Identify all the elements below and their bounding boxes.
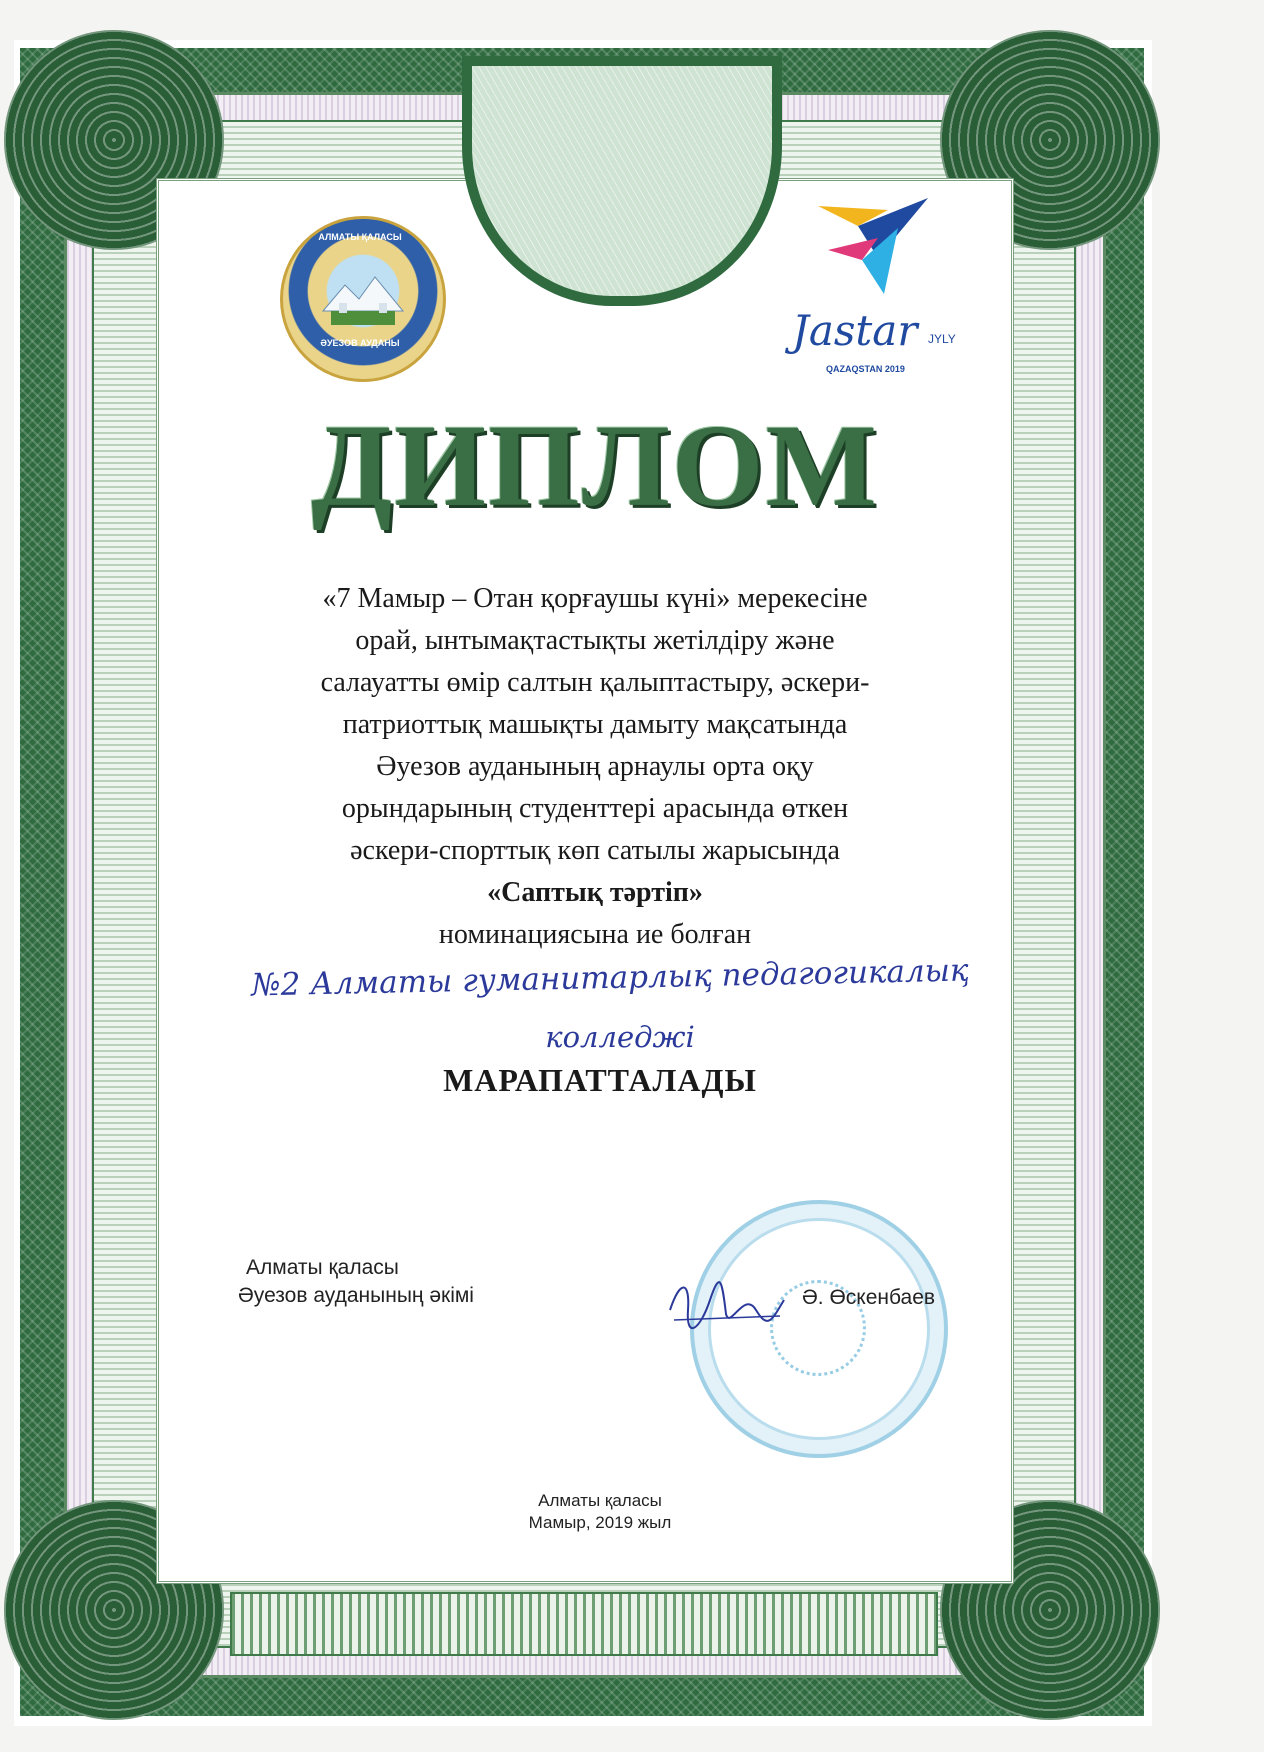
- footer-city: Алматы қаласы: [538, 1491, 662, 1510]
- signatory-line1: Алматы қаласы: [246, 1256, 399, 1279]
- footer-date: Мамыр, 2019 жыл: [528, 1513, 672, 1532]
- signatory-title: [238, 1254, 474, 1310]
- recipient-handwritten-line2: колледжі: [545, 1020, 695, 1054]
- emblem-bottom-text: ӘУЕЗОВ АУДАНЫ: [320, 338, 400, 348]
- recipient-handwritten-line1: №2 Алматы гуманитарлық педагогикалық: [250, 952, 970, 1004]
- body-line: салауатты өмір салтын қалыптастыру, әскери-: [320, 667, 870, 698]
- emblem-top-text: АЛМАТЫ ҚАЛАСЫ: [318, 232, 402, 242]
- signature-icon: [660, 1270, 790, 1340]
- logo-suffix: JYLY: [928, 332, 956, 346]
- logo-subtitle: QAZAQSTAN 2019: [826, 364, 905, 374]
- body-line: орындарының студенттері арасында өткен: [341, 793, 849, 824]
- body-line: патриоттық машықты дамыту мақсатында: [342, 709, 848, 740]
- body-line: Әуезов ауданының арнаулы орта оқу: [376, 751, 814, 782]
- awarded-heading: МАРАПАТТАЛАДЫ: [443, 1062, 757, 1098]
- signatory-name: Ә. Өскенбаев: [802, 1286, 936, 1309]
- nomination-suffix: номинациясына ие болған: [438, 919, 752, 950]
- bottom-border-strip: [230, 1592, 938, 1656]
- nomination-title: «Саптық тәртіп»: [487, 877, 703, 908]
- body-line: орай, ынтымақтастықты жетілдіру және: [355, 625, 835, 656]
- emblem-icon: [283, 219, 443, 379]
- logo-wordmark: Jastar: [792, 306, 918, 355]
- body-line: «7 Мамыр – Отан қорғаушы күні» мерекесіне: [322, 583, 868, 614]
- footer: [400, 1490, 800, 1534]
- diploma-body: [200, 578, 990, 956]
- signatory-line2: Әуезов ауданының әкімі: [238, 1284, 474, 1307]
- jastar-logo-icon: [818, 198, 928, 298]
- diploma-title: ДИПЛОМ: [311, 400, 879, 531]
- body-line: әскери-спорттық көп сатылы жарысында: [350, 835, 840, 866]
